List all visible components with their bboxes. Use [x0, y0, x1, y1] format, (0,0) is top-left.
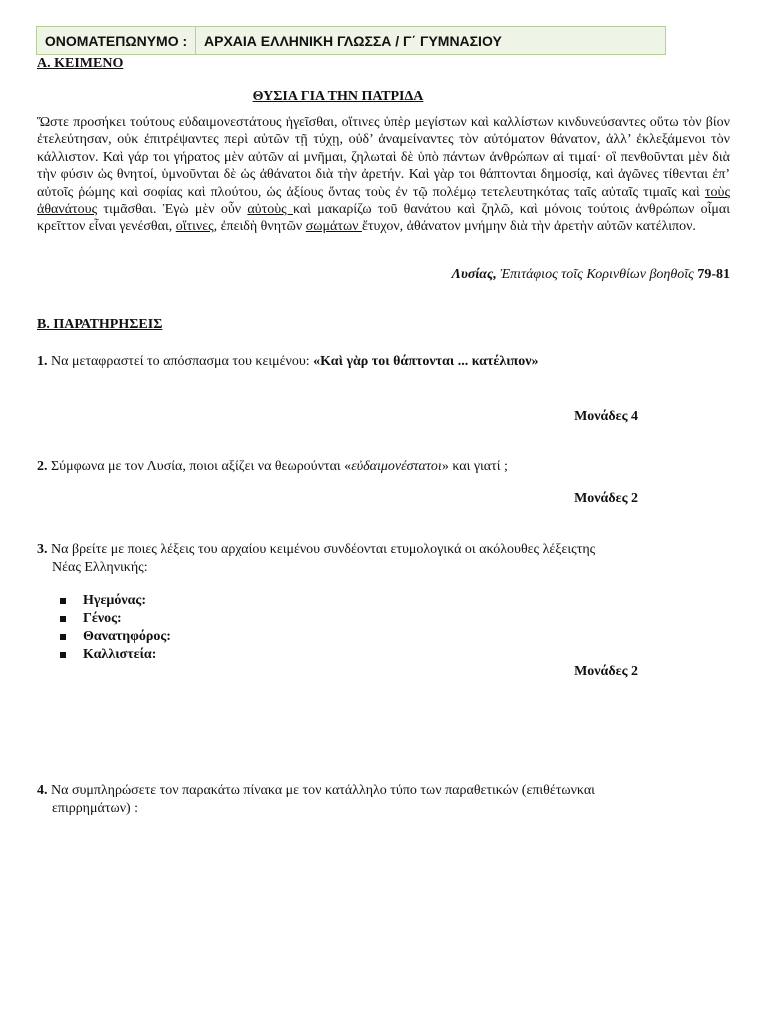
question-text: Να μεταφραστεί το απόσπασμα του κειμένου:	[47, 354, 314, 369]
source-work: Ἐπιτάφιος τοῖς Κορινθίων βοηθοῖς	[500, 267, 694, 282]
passage-part: Ὥστε προσήκει τούτους εὐδαιμονεστάτους ἡγεῖσθαι, οἵτινες ὑπὲρ μεγίστων καὶ καλλίστων κινδυνεύσαντες οὕτω τὸν βίον ἐτελεύτησαν, οὐκ ἐπιτρέψαντες περὶ αὑτῶν τῇ τύχῃ, οὐδ’ ἀναμείναντες τὸν αὐτόματον θάνατον, ἀλλ’ ἐκλεξάμενοι τὸν κάλλιστον. Καὶ γάρ τοι γήρατος μὲν αὐτῶν αἱ μνῆμαι, ζηλωταὶ δὲ ὑπὸ πάντων ἀνθρώπων αἱ τιμαί· οἳ πενθοῦνται μὲν διὰ τὴν φύσιν ὡς θνητοί, ὑμνοῦνται δὲ ὡς ἀθάνατοι διὰ τὴν ἀρετήν. Καὶ γὰρ τοι θάπτονται δημοσίᾳ, καὶ ἀγῶνες τίθενται ἐπ’ αὐτοῖς ῥώμης καὶ σοφίας καὶ πλούτου, ὡς ἀξίους ὄντας τοὺς ἐν τῷ πολέμῳ τετελευτηκότας ταῖς αὐταῖς τιμαῖς καὶ	[37, 115, 730, 200]
question-2	[37, 458, 508, 476]
passage-part: , ἐπειδὴ θνητῶν	[213, 219, 306, 235]
question-text-continued: επιρρημάτων) :	[52, 801, 139, 816]
source-author: Λυσίας,	[451, 267, 497, 282]
underlined-phrase: οἵτινες	[175, 219, 214, 235]
section-b-heading: Β. ΠΑΡΑΤΗΡΗΣΕΙΣ	[37, 317, 163, 332]
question-text-continued: Νέας Ελληνικής:	[52, 560, 148, 575]
list-item	[60, 592, 171, 610]
question-1	[37, 353, 538, 371]
question-text: Να βρείτε με ποιες λέξεις του αρχαίου κειμένου συνδέονται ετυμολογικά οι ακόλουθες λέξειςτης	[47, 542, 596, 557]
student-header-box	[36, 26, 666, 55]
question-3	[37, 541, 595, 577]
question-text: Να συμπληρώσετε τον παρακάτω πίνακα με τον κατάλληλο τύπο των παραθετικών (επιθέτωνκαι	[47, 783, 595, 798]
bullet-square-icon	[60, 598, 66, 604]
list-item-label: Ηγεμόνας:	[83, 593, 146, 608]
name-label: ΟΝΟΜΑΤΕΠΩΝΥΜΟ :	[37, 27, 196, 54]
list-item-label: Καλλιστεία:	[83, 647, 157, 662]
ancient-text-passage	[37, 114, 730, 236]
text-title-label: ΘΥΣΙΑ ΓΙΑ ΤΗΝ ΠΑΤΡΙΔΑ	[252, 89, 424, 104]
passage-part: ἔτυχον, ἀθάνατον μνήμην διὰ τὴν ἀρετὴν αὐτῶν κατέλιπον.	[362, 219, 696, 235]
question-4	[37, 782, 595, 818]
list-item	[60, 610, 171, 628]
marks-q2: Μονάδες 2	[574, 491, 638, 506]
bullet-square-icon	[60, 616, 66, 622]
list-item	[60, 646, 171, 664]
list-item-label: Γένος:	[83, 611, 122, 626]
passage-part: τιμᾶσθαι. Ἐγὼ μὲν οὖν	[97, 202, 248, 218]
underlined-phrase: αὐτοὺς	[247, 202, 293, 218]
underlined-phrase: τοὺς ἀθανάτους	[37, 184, 730, 218]
section-a-heading: Α. ΚΕΙΜΕΝΟ	[37, 56, 124, 71]
question-number: 2.	[37, 459, 48, 474]
list-item-label: Θανατηφόρος:	[83, 629, 171, 644]
subject-title: ΑΡΧΑΙΑ ΕΛΛΗΝΙΚΗ ΓΛΩΣΣΑ / Γ΄ ΓΥΜΝΑΣΙΟΥ	[204, 32, 502, 49]
bullet-square-icon	[60, 634, 66, 640]
marks-q1: Μονάδες 4	[574, 409, 638, 424]
list-item	[60, 628, 171, 646]
question-text: » και γιατί ;	[441, 459, 508, 474]
question-number: 3.	[37, 542, 48, 557]
question-italic-term: εὐδαιμονέστατοι	[351, 459, 442, 474]
source-reference: 79-81	[697, 267, 730, 282]
word-list	[60, 592, 171, 664]
question-text: Σύμφωνα με τον Λυσία, ποιοι αξίζει να θεωρούνται «	[47, 459, 352, 474]
question-number: 1.	[37, 354, 48, 369]
bullet-square-icon	[60, 652, 66, 658]
marks-q3: Μονάδες 2	[574, 664, 638, 679]
underlined-phrase: σωμάτων	[305, 219, 362, 235]
question-number: 4.	[37, 783, 48, 798]
question-quote: «Καὶ γὰρ τοι θάπτονται ... κατέλιπον»	[313, 354, 539, 369]
passage-part: καὶ μακαρίζω τοῦ θανάτου καὶ ζηλῶ, καὶ μόνοις τούτοις ἀνθρώπων οἶμαι κρεῖττον εἶναι γενέσθαι,	[37, 202, 731, 235]
source-citation	[452, 267, 730, 283]
text-title	[0, 89, 676, 105]
